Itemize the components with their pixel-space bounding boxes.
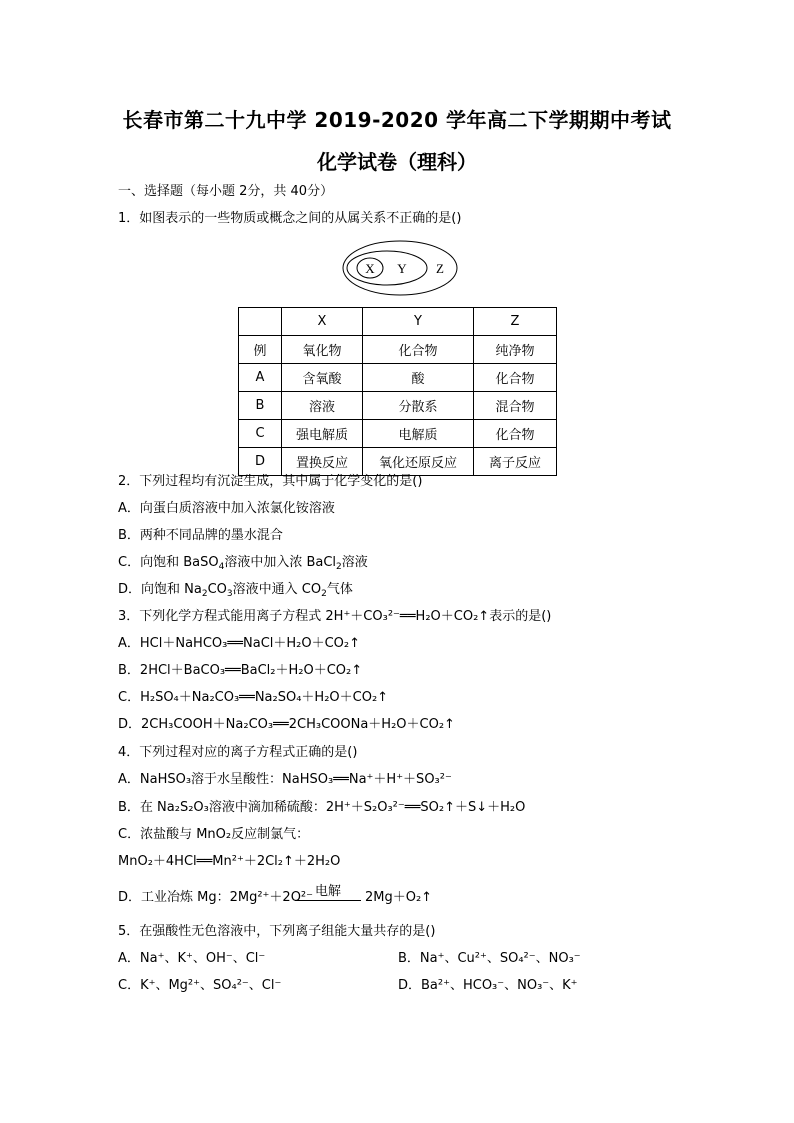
table-row (239, 336, 557, 364)
table-cell: 置换反应 (282, 448, 363, 476)
table-cell: 氧化物 (282, 336, 363, 364)
table-cell: 酸 (363, 364, 474, 392)
question-3-option-d: D．2CH₃COOH＋Na₂CO₃══2CH₃COONa＋H₂O＋CO₂↑ (118, 717, 455, 732)
table-cell: 混合物 (474, 392, 557, 420)
table-cell: 溶液 (282, 392, 363, 420)
question-2-option-a: A．向蛋白质溶液中加入浓氯化铵溶液 (118, 501, 335, 516)
question-4-option-d-products: 2Mg＋O₂↑ (365, 890, 433, 905)
table-header-cell: X (282, 308, 363, 336)
table-cell: 氧化还原反应 (363, 448, 474, 476)
exam-subtitle: 化学试卷（理科） (317, 150, 477, 174)
question-5-option-d: D．Ba²⁺、HCO₃⁻、NO₃⁻、K⁺ (398, 978, 578, 993)
table-cell: 化合物 (474, 420, 557, 448)
venn-label-z: Z (436, 261, 444, 276)
table-cell: 电解质 (363, 420, 474, 448)
table-header-cell: Y (363, 308, 474, 336)
question-5-stem: 5．在强酸性无色溶液中，下列离子组能大量共存的是() (118, 924, 436, 939)
question-2-option-c: C．向饱和 BaSO$_4$溶液中加入浓 BaCl$_2$溶液 (118, 555, 368, 572)
classification-table (238, 307, 557, 476)
table-cell: 离子反应 (474, 448, 557, 476)
question-2-option-d: D．向饱和 $Na_2CO_3$溶液中通入 $CO_2$气体 (118, 582, 353, 599)
table-header-cell: Z (474, 308, 557, 336)
question-4-option-a: A．NaHSO₃溶于水呈酸性：NaHSO₃══Na⁺＋H⁺＋SO₃²⁻ (118, 772, 452, 787)
electrolysis-condition (295, 880, 361, 901)
exam-title: 长春市第二十九中学 2019-2020 学年高二下学期期中考试 (122, 108, 672, 132)
table-cell: 纯净物 (474, 336, 557, 364)
venn-label-y: Y (397, 261, 407, 276)
table-cell: 例 (239, 336, 282, 364)
question-5-option-a: A．Na⁺、K⁺、OH⁻、Cl⁻ (118, 951, 266, 966)
table-cell: A (239, 364, 282, 392)
table-header-row (239, 308, 557, 336)
table-cell: 化合物 (363, 336, 474, 364)
table-cell: 分散系 (363, 392, 474, 420)
table-cell: 强电解质 (282, 420, 363, 448)
question-4-option-d-prefix: D．工业冶炼 Mg：2Mg²⁺＋2O²⁻ (118, 890, 314, 905)
table-cell: 含氧酸 (282, 364, 363, 392)
question-5-option-b: B．Na⁺、Cu²⁺、SO₄²⁻、NO₃⁻ (398, 951, 581, 966)
table-row (239, 364, 557, 392)
section-heading: 一、选择题（每小题 2分，共 40分） (118, 184, 334, 199)
table-header-cell (239, 308, 282, 336)
question-4-option-c-equation: MnO₂＋4HCl══Mn²⁺＋2Cl₂↑＋2H₂O (118, 854, 341, 869)
question-3-option-c: C．H₂SO₄＋Na₂CO₃══Na₂SO₄＋H₂O＋CO₂↑ (118, 690, 389, 705)
question-3-option-b: B．2HCl＋BaCO₃══BaCl₂＋H₂O＋CO₂↑ (118, 663, 363, 678)
electrolysis-label: 电解 (314, 884, 341, 899)
question-1-stem: 1．如图表示的一些物质或概念之间的从属关系不正确的是() (118, 211, 462, 226)
table-row (239, 420, 557, 448)
question-3-option-a: A．HCl＋NaHCO₃══NaCl＋H₂O＋CO₂↑ (118, 636, 361, 651)
reaction-arrow-line (295, 900, 361, 901)
table-row (239, 392, 557, 420)
question-4-option-b: B．在 Na₂S₂O₃溶液中滴加稀硫酸：2H⁺＋S₂O₃²⁻══SO₂↑＋S↓＋H₂O (118, 800, 526, 815)
question-2-stem: 2．下列过程均有沉淀生成，其中属于化学变化的是() (118, 474, 423, 489)
table-cell: D (239, 448, 282, 476)
venn-middle-ellipse (347, 251, 427, 285)
question-4-stem: 4．下列过程对应的离子方程式正确的是() (118, 745, 358, 760)
table-cell: C (239, 420, 282, 448)
table-cell: B (239, 392, 282, 420)
question-4-option-c: C．浓盐酸与 MnO₂反应制氯气： (118, 827, 310, 842)
venn-label-x: X (365, 261, 375, 276)
question-2-option-b: B．两种不同品牌的墨水混合 (118, 528, 283, 543)
table-cell: 化合物 (474, 364, 557, 392)
venn-diagram (340, 238, 460, 298)
question-3-stem: 3．下列化学方程式能用离子方程式 2H⁺＋CO₃²⁻══H₂O＋CO₂↑表示的是() (118, 609, 552, 624)
question-5-option-c: C．K⁺、Mg²⁺、SO₄²⁻、Cl⁻ (118, 978, 282, 993)
table-row (239, 448, 557, 476)
